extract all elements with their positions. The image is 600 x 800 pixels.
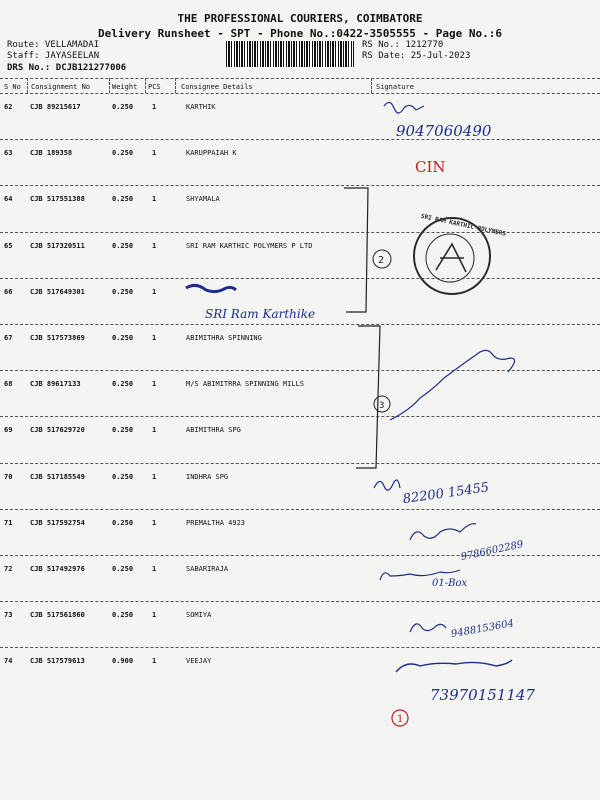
row-consignment-no: CJB 517629720	[30, 426, 85, 435]
row-weight: 0.250	[112, 103, 134, 111]
row-sno: 70	[4, 472, 13, 481]
row-divider	[0, 601, 600, 602]
row-divider	[0, 370, 600, 371]
row-consignment-no: CJB 517185549	[30, 472, 85, 481]
col-divider	[109, 78, 110, 93]
row-pcs: 1	[152, 149, 157, 158]
handwritten-phone: 9786602289	[459, 539, 525, 564]
scribble-out	[186, 285, 236, 291]
drs-label: DRS No.:	[7, 63, 51, 73]
row-divider	[0, 139, 600, 140]
row-consignee: SOMIYA	[186, 611, 212, 620]
signature-scribble	[380, 570, 460, 580]
table-top-rule	[0, 78, 600, 79]
row-consignment-no: CJB 517579613	[30, 657, 85, 666]
bracket	[344, 188, 368, 312]
row-pcs: 1	[152, 287, 157, 296]
row-weight: 0.250	[112, 380, 134, 389]
row-pcs: 1	[152, 565, 157, 573]
row-consignment-no: CJB 89215617	[30, 103, 81, 111]
drs-value: DCJB121277006	[55, 63, 127, 73]
row-sno: 69	[4, 426, 13, 435]
row-divider	[0, 324, 600, 325]
handwritten-phone: 9047060490	[396, 122, 492, 140]
signature-scribble	[390, 350, 515, 420]
row-consignment-no: CJB 517592754	[30, 518, 85, 527]
row-consignee: ABIMITHRA SPINNING	[186, 334, 262, 342]
col-header-weight: Weight	[112, 83, 138, 91]
row-divider	[0, 555, 600, 556]
row-divider	[0, 185, 600, 186]
row-consignee: VEEJAY	[186, 657, 212, 666]
circled-number	[373, 250, 391, 268]
row-consignee: KARTHIK	[186, 103, 216, 111]
row-consignment-no: CJB 517649301	[30, 287, 85, 296]
circled-number-text: 3	[379, 401, 385, 411]
row-divider	[0, 509, 600, 510]
col-divider	[145, 78, 146, 93]
row-sno: 67	[4, 334, 13, 342]
row-weight: 0.250	[112, 195, 134, 204]
stamp-text: SRI RAM KARTHIC POLYMERS	[420, 212, 507, 238]
row-pcs: 1	[152, 518, 157, 527]
row-consignment-no: CJB 89617133	[30, 380, 81, 389]
row-pcs: 1	[152, 611, 157, 620]
row-pcs: 1	[152, 103, 157, 111]
row-weight: 0.250	[112, 518, 134, 527]
row-sno: 66	[4, 287, 13, 296]
signature-scribble	[384, 102, 424, 113]
company-title: THE PROFESSIONAL COURIERS, COIMBATORE	[177, 12, 423, 25]
barcode	[226, 41, 354, 67]
row-consignee: SABARIRAJA	[186, 565, 229, 573]
handwritten-phone: 82200 15455	[401, 480, 491, 508]
row-pcs: 1	[152, 334, 157, 342]
row-sno: 68	[4, 380, 13, 389]
bracket	[356, 326, 380, 468]
row-consignee: SHYAMALA	[186, 195, 220, 204]
handwritten-phone: 9488153604	[450, 618, 515, 641]
row-consignee: SRI RAM KARTHIC POLYMERS P LTD	[186, 241, 313, 250]
page-circle-mark	[392, 710, 408, 726]
row-pcs: 1	[152, 657, 157, 666]
staff-label: Staff: JAYASEELAN	[7, 51, 100, 61]
row-pcs: 1	[152, 380, 157, 389]
row-divider	[0, 463, 600, 464]
col-divider	[371, 78, 372, 93]
page-circle-text: 1	[397, 714, 404, 725]
col-header-signature: Signature	[376, 83, 414, 91]
signature-scribble	[410, 624, 446, 632]
row-weight: 0.250	[112, 565, 134, 573]
rs-number: RS No.: 1212770	[362, 40, 444, 50]
handwritten-phone: 73970151147	[430, 686, 535, 704]
signature-scribble	[396, 660, 512, 672]
col-header-consignment: Consignment No	[31, 83, 91, 91]
row-weight: 0.250	[112, 426, 134, 435]
runsheet-subtitle: Delivery Runsheet - SPT - Phone No.:0422-3505555 - Page No.:6	[98, 27, 502, 40]
row-sno: 62	[4, 103, 13, 111]
handwritten-mark: CIN	[415, 158, 446, 176]
row-consignment-no: CJB 517561860	[30, 611, 85, 620]
col-header-consignee: Consignee Details	[181, 83, 253, 91]
row-divider	[0, 647, 600, 648]
row-weight: 0.250	[112, 611, 134, 620]
row-weight: 0.900	[112, 657, 134, 666]
row-consignee: M/S ABIMITRRA SPINNING MILLS	[186, 380, 305, 389]
row-divider	[0, 278, 600, 279]
table-header-rule	[0, 93, 600, 94]
row-consignee: KARUPPAIAH K	[186, 149, 237, 158]
handwritten-consignee: SRI Ram Karthike	[205, 307, 316, 321]
row-sno: 71	[4, 518, 13, 527]
row-pcs: 1	[152, 241, 157, 250]
rs-date: RS Date: 25-Jul-2023	[362, 51, 471, 61]
company-stamp	[414, 213, 507, 294]
row-consignment-no: CJB 189358	[30, 149, 73, 158]
row-consignment-no: CJB 517492976	[30, 565, 85, 573]
row-consignee: ABIMITHRA SPG	[186, 426, 241, 435]
row-divider	[0, 232, 600, 233]
circled-number	[374, 396, 390, 412]
row-weight: 0.250	[112, 334, 134, 342]
drs-number	[7, 63, 126, 73]
row-sno: 74	[4, 657, 13, 666]
row-consignment-no: CJB 517320511	[30, 241, 85, 250]
signature-scribble	[410, 524, 476, 540]
row-pcs: 1	[152, 472, 157, 481]
row-pcs: 1	[152, 426, 157, 435]
row-consignment-no: CJB 517551388	[30, 195, 85, 204]
circled-number-text: 2	[378, 255, 385, 266]
row-weight: 0.250	[112, 287, 134, 296]
row-consignment-no: CJB 517573869	[30, 334, 85, 342]
row-consignee: INDHRA SPG	[186, 472, 229, 481]
signature-scribble	[374, 480, 400, 490]
handwritten-note: 01-Box	[432, 578, 468, 589]
col-header-sno: S No	[4, 83, 21, 91]
col-divider	[175, 78, 176, 93]
row-weight: 0.250	[112, 472, 134, 481]
row-sno: 73	[4, 611, 13, 620]
row-weight: 0.250	[112, 241, 134, 250]
col-divider	[27, 78, 28, 93]
route-label: Route: VELLAMADAI	[7, 40, 100, 50]
row-sno: 72	[4, 565, 13, 573]
row-consignee: PREMALTHA 4923	[186, 518, 246, 527]
col-header-pcs: PCS	[148, 83, 161, 91]
row-sno: 64	[4, 195, 13, 204]
row-weight: 0.250	[112, 149, 134, 158]
row-sno: 63	[4, 149, 13, 158]
row-sno: 65	[4, 241, 13, 250]
row-divider	[0, 416, 600, 417]
row-pcs: 1	[152, 195, 157, 204]
